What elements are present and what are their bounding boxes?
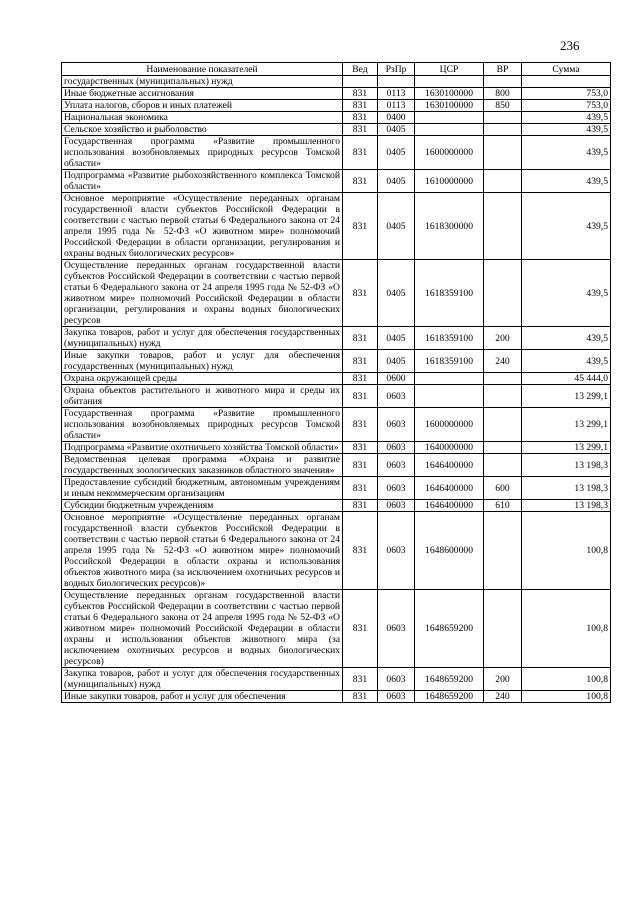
table-row: [62, 442, 611, 454]
cell-rzpr: 0113: [378, 88, 415, 100]
cell-ved: 831: [343, 136, 378, 170]
cell-csr: 1618300000: [415, 193, 484, 260]
cell-name: Предоставление субсидий бюджетным, автономным учреждениям и иным некоммерческим организациям: [62, 477, 343, 500]
cell-vr: [484, 385, 522, 408]
cell-name: Ведомственная целевая программа «Охрана и развитие государственных зоологических заказников областного значения»: [62, 454, 343, 477]
table-row: [62, 124, 611, 136]
cell-vr: 800: [484, 88, 522, 100]
header-sum: Сумма: [522, 63, 611, 76]
cell-vr: 240: [484, 691, 522, 703]
cell-ved: 831: [343, 100, 378, 112]
cell-vr: [484, 76, 522, 88]
cell-csr: 1648659200: [415, 691, 484, 703]
cell-vr: 850: [484, 100, 522, 112]
cell-csr: 1600000000: [415, 136, 484, 170]
cell-ved: 831: [343, 512, 378, 590]
cell-name: Уплата налогов, сборов и иных платежей: [62, 100, 343, 112]
table-row: [62, 76, 611, 88]
table-header-row: [62, 63, 611, 76]
cell-name: Субсидии бюджетным учреждениям: [62, 500, 343, 512]
cell-csr: [415, 124, 484, 136]
table-row: [62, 260, 611, 327]
cell-csr: 1600000000: [415, 408, 484, 442]
cell-rzpr: 0603: [378, 477, 415, 500]
cell-vr: 610: [484, 500, 522, 512]
table-row: [62, 408, 611, 442]
cell-ved: 831: [343, 408, 378, 442]
cell-rzpr: 0405: [378, 327, 415, 350]
cell-name: Основное мероприятие «Осуществление переданных органам государственной власти субъектов Российской Федерации в соответствии с частью первой статьи 6 Федерального закона от 24 апреля 1995 года № 52-ФЗ «О животном мире» полномочий Российской Федерации в области организации, регулирования и охраны водных биологических ресурсов»: [62, 193, 343, 260]
cell-sum: 100,8: [522, 668, 611, 691]
cell-sum: 100,8: [522, 590, 611, 668]
cell-csr: 1618359100: [415, 350, 484, 373]
cell-sum: 439,5: [522, 136, 611, 170]
table-row: [62, 691, 611, 703]
cell-csr: 1630100000: [415, 88, 484, 100]
cell-sum: 439,5: [522, 260, 611, 327]
cell-csr: 1646400000: [415, 454, 484, 477]
cell-vr: [484, 408, 522, 442]
cell-vr: [484, 373, 522, 385]
cell-sum: 439,5: [522, 170, 611, 193]
cell-rzpr: 0603: [378, 442, 415, 454]
cell-name: Подпрограмма «Развитие охотничьего хозяйства Томской области»: [62, 442, 343, 454]
cell-vr: 240: [484, 350, 522, 373]
table-row: [62, 112, 611, 124]
cell-csr: 1646400000: [415, 477, 484, 500]
page-number: 236: [560, 38, 580, 53]
cell-sum: 439,5: [522, 350, 611, 373]
cell-sum: 13 198,3: [522, 454, 611, 477]
cell-ved: 831: [343, 124, 378, 136]
cell-sum: 45 444,0: [522, 373, 611, 385]
cell-vr: [484, 590, 522, 668]
table-row: [62, 512, 611, 590]
cell-sum: 439,5: [522, 112, 611, 124]
cell-csr: 1610000000: [415, 170, 484, 193]
cell-vr: [484, 193, 522, 260]
cell-rzpr: 0400: [378, 112, 415, 124]
cell-csr: 1640000000: [415, 442, 484, 454]
cell-sum: 439,5: [522, 327, 611, 350]
cell-ved: 831: [343, 170, 378, 193]
cell-vr: [484, 442, 522, 454]
cell-ved: 831: [343, 112, 378, 124]
cell-csr: 1646400000: [415, 500, 484, 512]
cell-name: Подпрограмма «Развитие рыбохозяйственного комплекса Томской области»: [62, 170, 343, 193]
cell-sum: 13 299,1: [522, 408, 611, 442]
table-row: [62, 100, 611, 112]
cell-ved: 831: [343, 350, 378, 373]
cell-name: государственных (муниципальных) нужд: [62, 76, 343, 88]
cell-sum: 100,8: [522, 691, 611, 703]
table-row: [62, 327, 611, 350]
cell-rzpr: [378, 76, 415, 88]
cell-sum: 439,5: [522, 124, 611, 136]
budget-table: [61, 62, 611, 703]
cell-vr: [484, 260, 522, 327]
cell-rzpr: 0603: [378, 512, 415, 590]
cell-rzpr: 0405: [378, 170, 415, 193]
cell-csr: 1618359100: [415, 327, 484, 350]
cell-rzpr: 0603: [378, 590, 415, 668]
cell-ved: 831: [343, 442, 378, 454]
table-row: [62, 500, 611, 512]
cell-rzpr: 0113: [378, 100, 415, 112]
cell-csr: [415, 112, 484, 124]
cell-csr: 1648600000: [415, 512, 484, 590]
cell-ved: 831: [343, 385, 378, 408]
cell-vr: 200: [484, 327, 522, 350]
table-row: [62, 88, 611, 100]
cell-vr: [484, 170, 522, 193]
cell-name: Сельское хозяйство и рыболовство: [62, 124, 343, 136]
cell-sum: [522, 76, 611, 88]
cell-vr: [484, 454, 522, 477]
cell-name: Иные закупки товаров, работ и услуг для обеспечения: [62, 691, 343, 703]
table-body: [62, 76, 611, 703]
cell-csr: [415, 385, 484, 408]
cell-ved: 831: [343, 454, 378, 477]
cell-name: Охрана объектов растительного и животного мира и среды их обитания: [62, 385, 343, 408]
cell-ved: 831: [343, 500, 378, 512]
cell-ved: 831: [343, 373, 378, 385]
cell-rzpr: 0603: [378, 408, 415, 442]
cell-csr: [415, 76, 484, 88]
cell-rzpr: 0405: [378, 136, 415, 170]
cell-ved: 831: [343, 88, 378, 100]
cell-name: Охрана окружающей среды: [62, 373, 343, 385]
cell-rzpr: 0600: [378, 373, 415, 385]
cell-sum: 13 299,1: [522, 442, 611, 454]
cell-sum: 100,8: [522, 512, 611, 590]
cell-sum: 753,0: [522, 88, 611, 100]
cell-ved: 831: [343, 668, 378, 691]
cell-name: Иные закупки товаров, работ и услуг для обеспечения государственных (муниципальных) нужд: [62, 350, 343, 373]
cell-rzpr: 0405: [378, 260, 415, 327]
cell-vr: [484, 512, 522, 590]
cell-ved: 831: [343, 327, 378, 350]
cell-rzpr: 0405: [378, 350, 415, 373]
cell-ved: 831: [343, 691, 378, 703]
table-row: [62, 170, 611, 193]
table-row: [62, 454, 611, 477]
table-row: [62, 136, 611, 170]
cell-rzpr: 0603: [378, 454, 415, 477]
cell-vr: [484, 136, 522, 170]
cell-csr: 1648659200: [415, 590, 484, 668]
cell-rzpr: 0405: [378, 124, 415, 136]
header-name: Наименование показателей: [62, 63, 343, 76]
cell-vr: [484, 124, 522, 136]
cell-ved: 831: [343, 193, 378, 260]
table-row: [62, 373, 611, 385]
header-rzpr: РзПр: [378, 63, 415, 76]
header-ved: Вед: [343, 63, 378, 76]
cell-vr: [484, 112, 522, 124]
cell-ved: 831: [343, 477, 378, 500]
cell-name: Закупка товаров, работ и услуг для обеспечения государственных (муниципальных) нужд: [62, 668, 343, 691]
cell-rzpr: 0603: [378, 385, 415, 408]
cell-csr: 1618359100: [415, 260, 484, 327]
cell-sum: 13 198,3: [522, 500, 611, 512]
cell-sum: 753,0: [522, 100, 611, 112]
cell-name: Закупка товаров, работ и услуг для обеспечения государственных (муниципальных) нужд: [62, 327, 343, 350]
cell-csr: [415, 373, 484, 385]
cell-csr: 1648659200: [415, 668, 484, 691]
cell-csr: 1630100000: [415, 100, 484, 112]
cell-name: Иные бюджетные ассигнования: [62, 88, 343, 100]
table-row: [62, 385, 611, 408]
cell-rzpr: 0603: [378, 691, 415, 703]
header-vr: ВР: [484, 63, 522, 76]
cell-vr: 600: [484, 477, 522, 500]
cell-name: Осуществление переданных органам государственной власти субъектов Российской Федерации в соответствии с частью первой статьи 6 Федерального закона от 24 апреля 1995 года № 52-ФЗ «О животном мире» полномочий Российской Федерации в области организации, регулирования и охраны водных биологических ресурсов: [62, 260, 343, 327]
table-row: [62, 590, 611, 668]
cell-name: Государственная программа «Развитие промышленного использования возобновляемых природных ресурсов Томской области»: [62, 136, 343, 170]
cell-rzpr: 0603: [378, 500, 415, 512]
cell-rzpr: 0603: [378, 668, 415, 691]
table-row: [62, 477, 611, 500]
cell-name: Государственная программа «Развитие промышленного использования возобновляемых природных ресурсов Томской области»: [62, 408, 343, 442]
cell-rzpr: 0405: [378, 193, 415, 260]
cell-sum: 439,5: [522, 193, 611, 260]
cell-ved: [343, 76, 378, 88]
table-row: [62, 668, 611, 691]
header-csr: ЦСР: [415, 63, 484, 76]
cell-sum: 13 299,1: [522, 385, 611, 408]
table-row: [62, 350, 611, 373]
cell-vr: 200: [484, 668, 522, 691]
cell-name: Основное мероприятие «Осуществление переданных органам государственной власти субъектов Российской Федерации в соответствии с частью первой статьи 6 Федерального закона от 24 апреля 1995 года № 52-ФЗ «О животном мире» полномочий Российской Федерации в области охраны и использования объектов животного мира (за исключением охотничьих ресурсов и водных биологических ресурсов)»: [62, 512, 343, 590]
table-row: [62, 193, 611, 260]
cell-ved: 831: [343, 590, 378, 668]
cell-name: Национальная экономика: [62, 112, 343, 124]
cell-ved: 831: [343, 260, 378, 327]
cell-sum: 13 198,3: [522, 477, 611, 500]
cell-name: Осуществление переданных органам государственной власти субъектов Российской Федерации в соответствии с частью первой статьи 6 Федерального закона от 24 апреля 1995 года № 52-ФЗ «О животном мире» полномочий Российской Федерации в области охраны и использования объектов животного мира (за исключением охотничьих ресурсов и водных биологических ресурсов): [62, 590, 343, 668]
